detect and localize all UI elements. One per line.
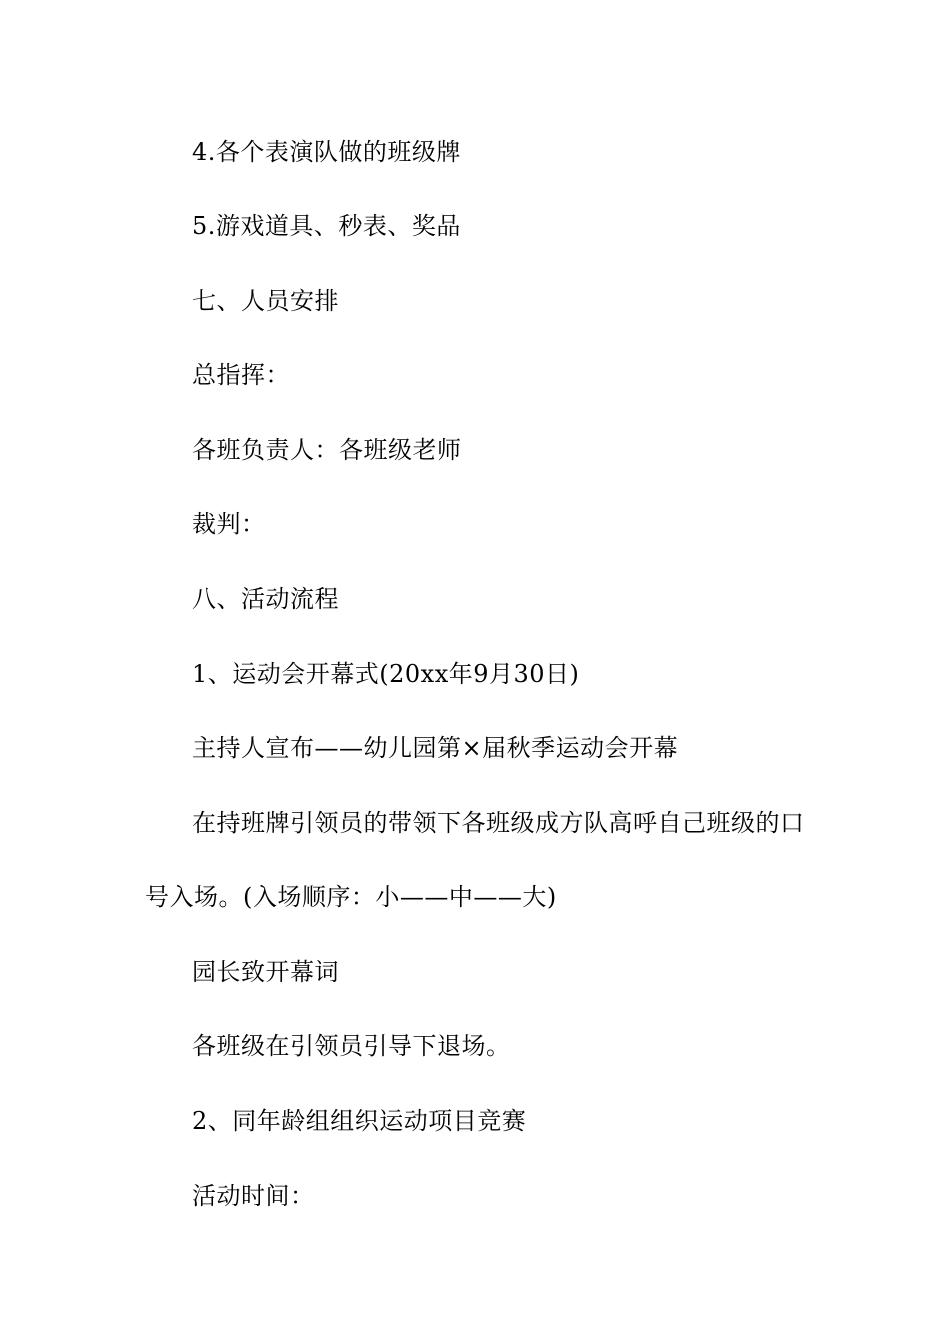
section-heading-staffing: 七、人员安排 (192, 287, 339, 315)
materials-item-4: 4.各个表演队做的班级牌 (192, 138, 461, 166)
entrance-paragraph-line-1: 在持班牌引领员的带领下各班级成方队高呼自己班级的口 (192, 809, 805, 837)
entrance-paragraph-line-2: 号入场。(入场顺序：小——中——大) (145, 883, 557, 911)
opening-ceremony-heading: 1、运动会开幕式(20xx年9月30日) (192, 660, 580, 688)
director-speech-line: 园长致开幕词 (192, 958, 339, 986)
exit-line: 各班级在引领员引导下退场。 (192, 1032, 511, 1060)
section-heading-process: 八、活动流程 (192, 585, 339, 613)
competition-heading: 2、同年龄组组织运动项目竞赛 (192, 1107, 527, 1135)
materials-item-5: 5.游戏道具、秒表、奖品 (192, 212, 461, 240)
commander-line: 总指挥： (192, 361, 290, 389)
referee-line: 裁判： (192, 510, 266, 538)
class-leaders-line: 各班负责人：各班级老师 (192, 436, 462, 464)
host-announcement-line: 主持人宣布——幼儿园第×届秋季运动会开幕 (192, 734, 679, 762)
activity-time-line: 活动时间： (192, 1182, 315, 1210)
